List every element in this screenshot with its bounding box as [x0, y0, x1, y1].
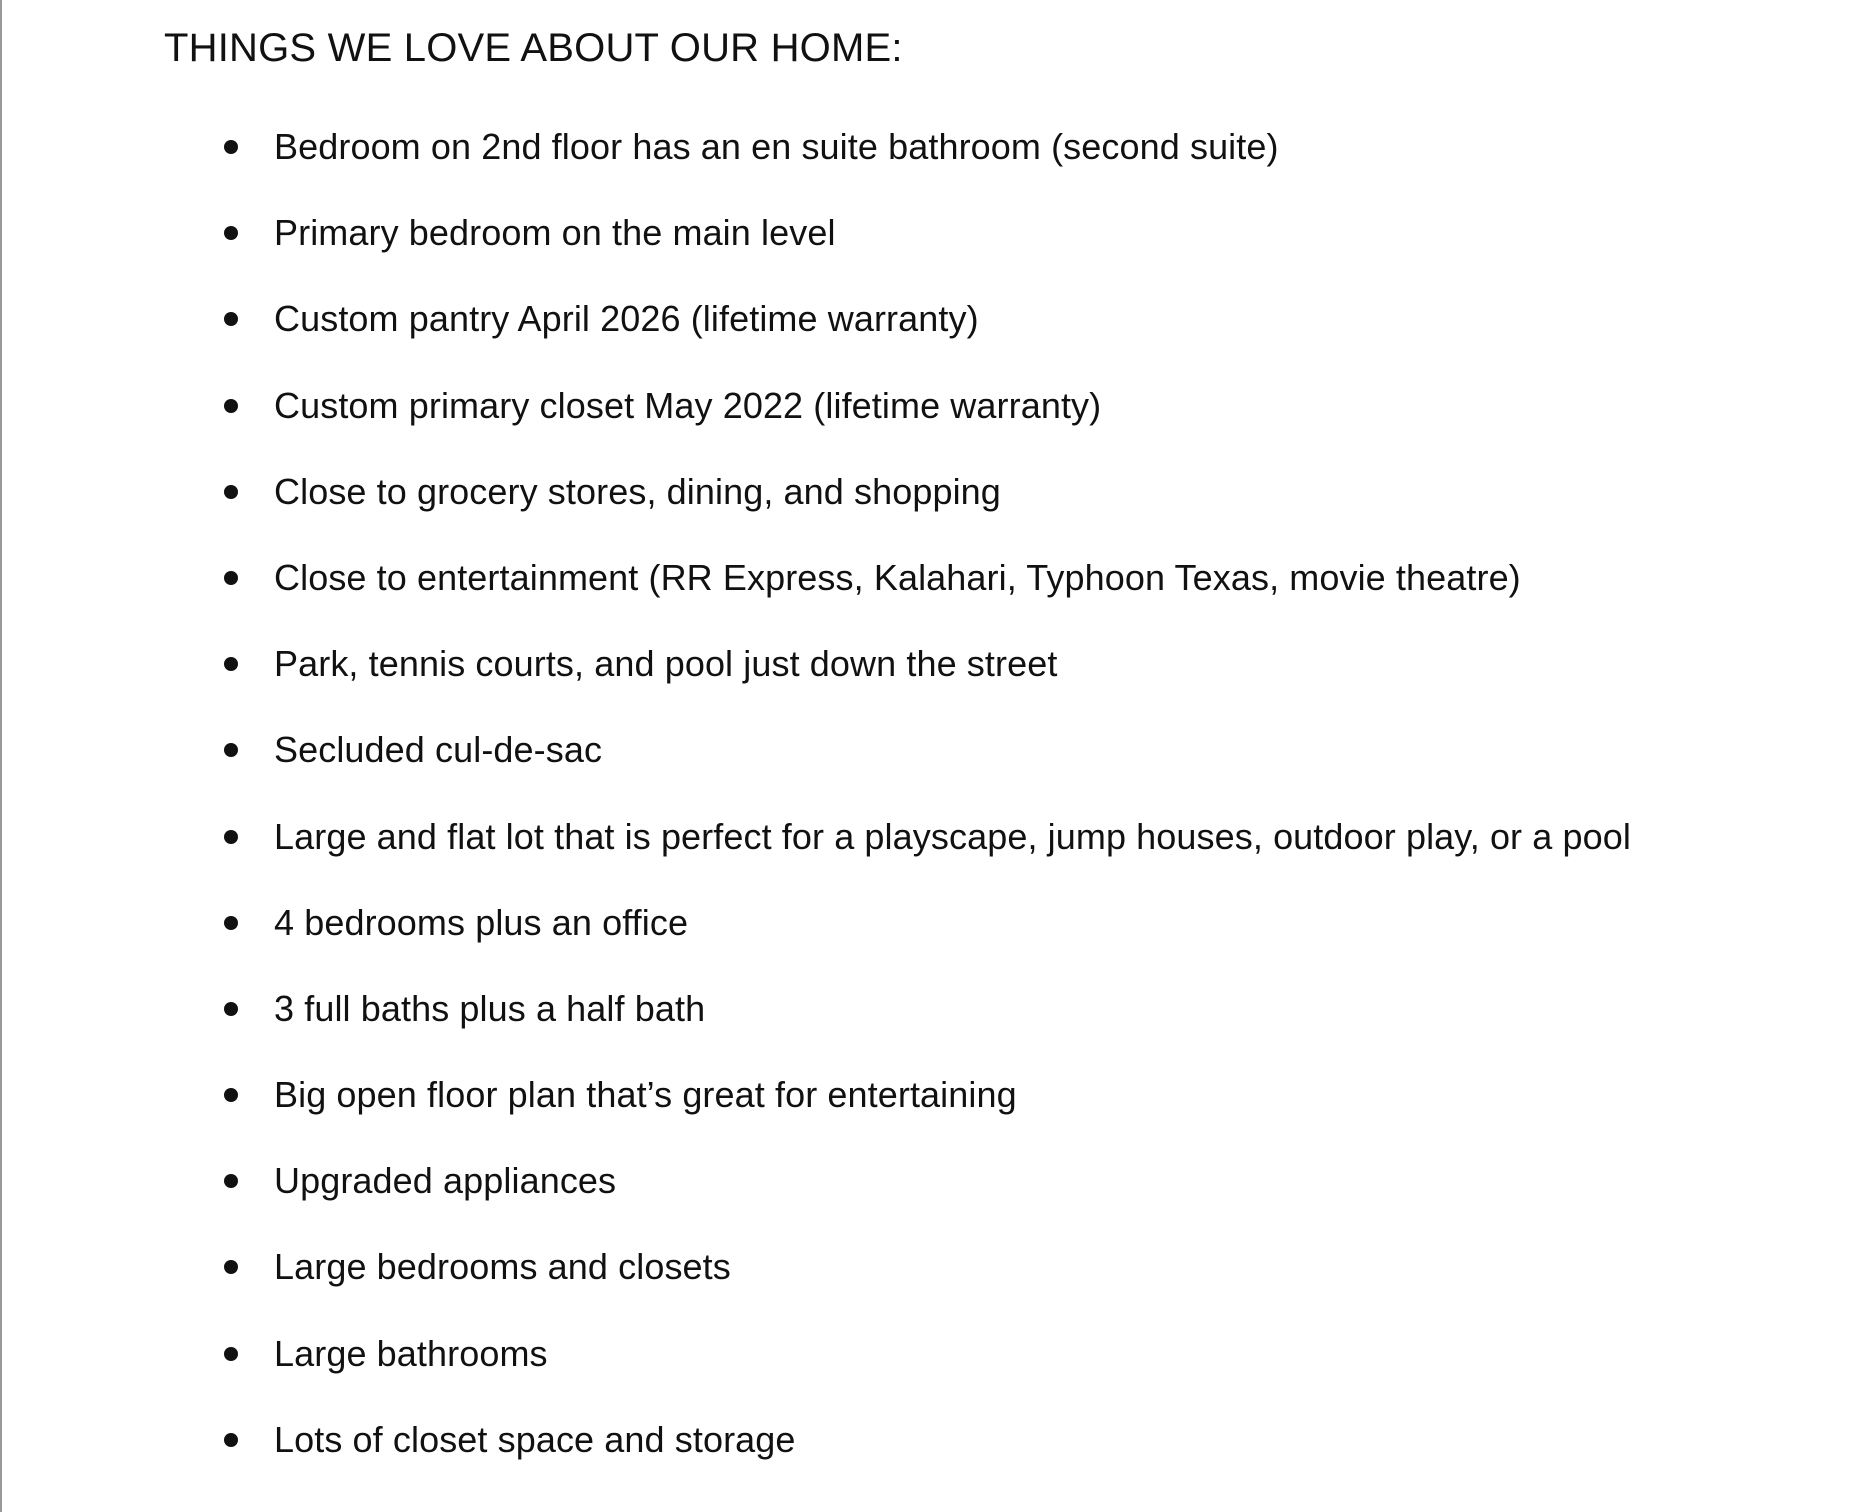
bullet-icon: [224, 399, 238, 413]
list-item-text: Custom pantry April 2026 (lifetime warranty): [274, 298, 979, 340]
list-item-text: Custom primary closet May 2022 (lifetime warranty): [274, 384, 1102, 426]
list-item-text: Large and flat lot that is perfect for a playscape, jump houses, outdoor play, or a pool: [274, 815, 1631, 857]
list-item-text: Close to grocery stores, dining, and shopping: [274, 470, 1001, 512]
list-item-text: Bedroom on 2nd floor has an en suite bathroom (second suite): [274, 126, 1279, 167]
bullet-icon: [224, 1260, 238, 1274]
bullet-icon: [224, 830, 238, 844]
bullet-icon: [224, 657, 238, 671]
bullet-icon: [224, 1347, 238, 1361]
list-item-text: Large bedrooms and closets: [274, 1246, 731, 1288]
bullet-icon: [224, 916, 238, 930]
list-item-text: Upgraded appliances: [274, 1160, 617, 1202]
bullet-icon: [224, 1002, 238, 1016]
bullet-icon: [224, 312, 238, 326]
bullet-icon: [224, 1088, 238, 1102]
list-item-text: Large bathrooms: [274, 1332, 548, 1374]
bullet-icon: [224, 743, 238, 757]
bullet-icon: [224, 485, 238, 499]
list-item-text: Close to entertainment (RR Express, Kalahari, Typhoon Texas, movie theatre): [274, 556, 1521, 598]
bullet-icon: [224, 140, 238, 154]
list-item-text: Lots of closet space and storage: [274, 1418, 796, 1460]
list-item-text: 4 bedrooms plus an office: [274, 901, 689, 943]
bullet-icon: [224, 571, 238, 585]
bullet-icon: [224, 226, 238, 240]
bullet-icon: [224, 1433, 238, 1447]
list-item-text: Park, tennis courts, and pool just down the street: [274, 643, 1058, 685]
document-heading: THINGS WE LOVE ABOUT OUR HOME:: [164, 26, 903, 70]
list-item-text: Big open floor plan that’s great for entertaining: [274, 1074, 1017, 1116]
list-item-text: Secluded cul-de-sac: [274, 729, 603, 771]
list-item-text: Primary bedroom on the main level: [274, 212, 836, 254]
bullet-icon: [224, 1174, 238, 1188]
list-item-text: 3 full baths plus a half bath: [274, 987, 706, 1029]
